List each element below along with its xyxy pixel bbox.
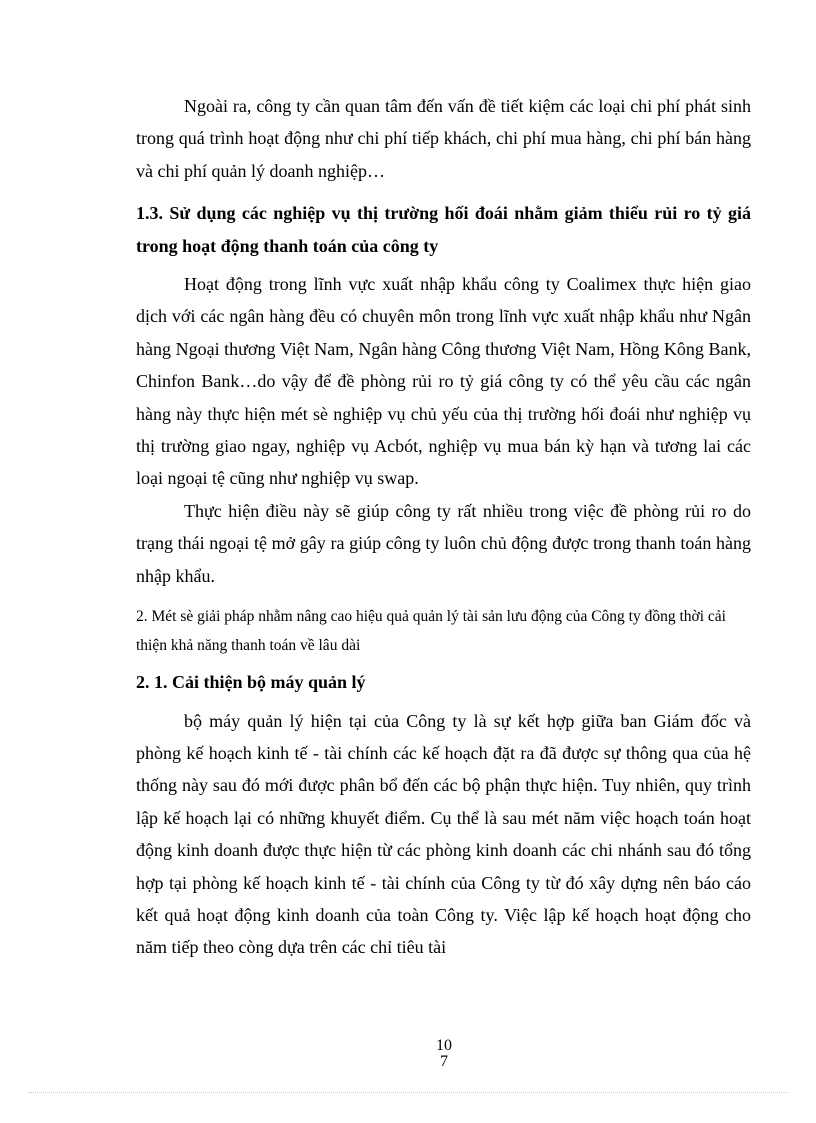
page-number-line-2: 7 — [440, 1053, 448, 1070]
paragraph-management-structure: bộ máy quản lý hiện tại của Công ty là sự kết hợp giữa ban Giám đốc và phòng kế hoạch kinh tế - tài chính các kế hoạch đặt ra đã được sự thông qua của hệ thống này sau đó mới được phân bổ đến các bộ phận thực hiện. Tuy nhiên, quy trình lập kế hoạch lại có những khuyết điểm. Cụ thể là sau mét năm việc hoạch toán hoạt động kinh doanh được thực hiện từ các phòng kinh doanh các chi nhánh sau đó tổng hợp tại phòng kế hoạch kinh tế - tài chính của Công ty từ đó xây dựng nên báo cáo kết quả hoạt động kinh doanh của toàn Công ty. Việc lập kế hoạch hoạt động cho năm tiếp theo còng dựa trên các chỉ tiêu tài — [136, 710, 751, 958]
page-body — [136, 90, 751, 964]
paragraph-cost-saving: Ngoài ra, công ty cần quan tâm đến vấn đề tiết kiệm các loại chi phí phát sinh trong quá trình hoạt động như chi phí tiếp khách, chi phí mua hàng, chi phí bán hàng và chi phí quản lý doanh nghiệp… — [136, 96, 751, 181]
page-bottom-divider — [28, 1092, 788, 1093]
page-number — [396, 1038, 496, 1070]
heading-section-1-3: 1.3. Sử dụng các nghiệp vụ thị trường hối đoái nhằm giảm thiểu rủi ro tỷ giá trong hoạt động thanh toán của công ty — [136, 203, 751, 256]
paragraph-forex-operations: Hoạt động trong lĩnh vực xuất nhập khẩu công ty Coalimex thực hiện giao dịch với các ngân hàng đều có chuyên môn trong lĩnh vực xuất nhập khẩu như Ngân hàng Ngoại thương Việt Nam, Ngân hàng Công thương Việt Nam, Hồng Kông Bank, Chinfon Bank…do vậy để đề phòng rủi ro tỷ giá công ty có thể yêu cầu các ngân hàng này thực hiện mét sè nghiệp vụ chủ yếu của thị trường hối đoái như nghiệp vụ thị trường giao ngay, nghiệp vụ Acbót, nghiệp vụ mua bán kỳ hạn và tương lai các loại ngoại tệ cũng như nghiệp vụ swap. — [136, 274, 751, 489]
paragraph-risk-prevention: Thực hiện điều này sẽ giúp công ty rất nhiều trong việc đề phòng rủi ro do trạng thái ngoại tệ mở gây ra giúp công ty luôn chủ động được trong thanh toán hàng nhập khẩu. — [136, 500, 751, 586]
page-number-line-1: 10 — [436, 1037, 452, 1054]
heading-section-2: 2. Mét sè giải pháp nhằm nâng cao hiệu quả quản lý tài sản lưu động của Công ty đồng thời cải thiện khả năng thanh toán về lâu dài — [136, 608, 726, 655]
heading-section-2-1: 2. 1. Cải thiện bộ máy quản lý — [136, 672, 366, 693]
